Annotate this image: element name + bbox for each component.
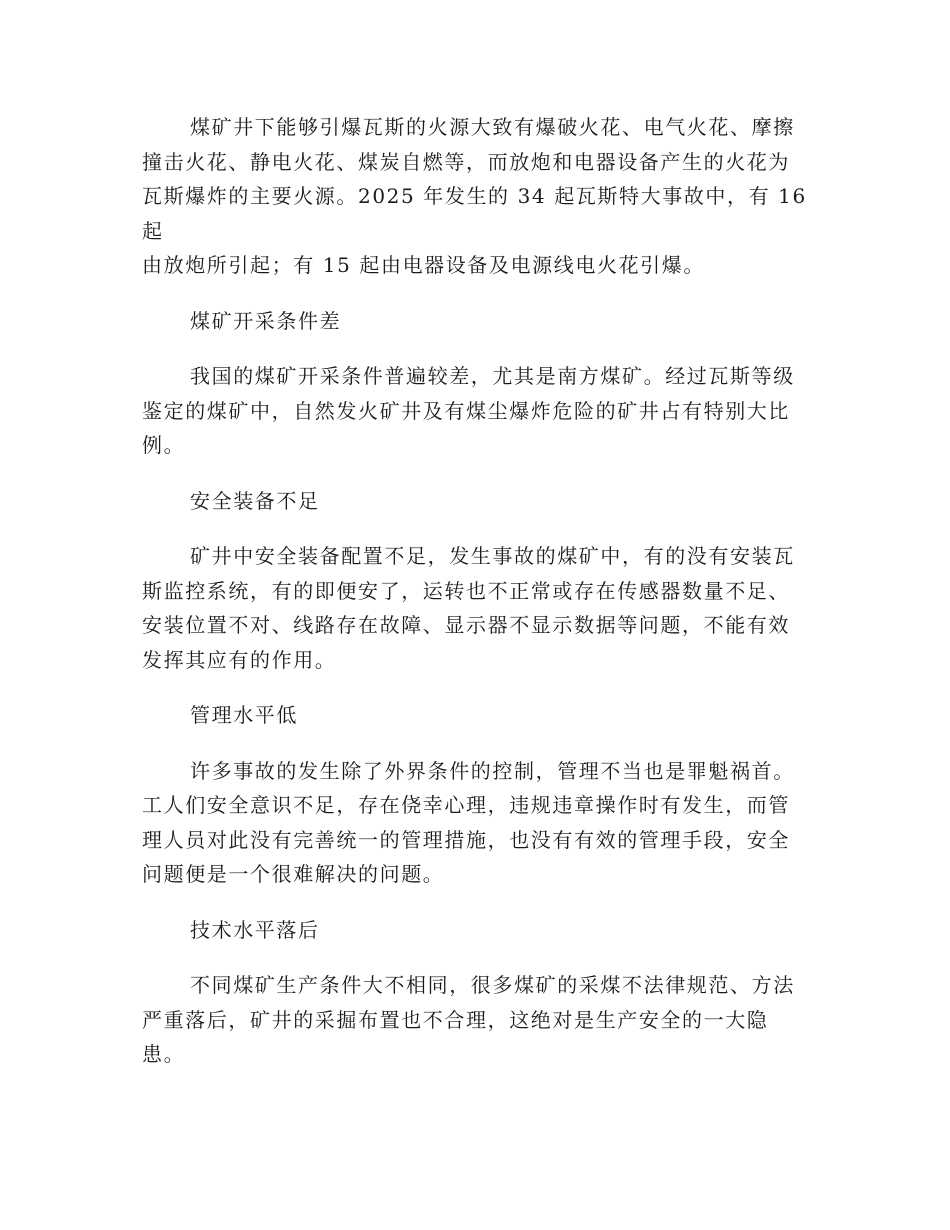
section-heading-management: 管理水平低 — [190, 703, 298, 727]
section-heading-safety-equipment: 安全装备不足 — [190, 488, 320, 513]
section-heading-technology: 技术水平落后 — [190, 917, 320, 942]
paragraph-technology: 不同煤矿生产条件大不相同，很多煤矿的采煤不法律规范、方法 严重落后，矿井的采掘布置也不合理，这绝对是生产安全的一大隐 患。 — [142, 973, 795, 1066]
paragraph-mining-conditions: 我国的煤矿开采条件普遍较差，尤其是南方煤矿。经过瓦斯等级 鉴定的煤矿中，自然发火矿井及有煤尘爆炸危险的矿井占有特别大比 例。 — [142, 364, 795, 457]
paragraph-ignition-sources: 煤矿井下能够引爆瓦斯的火源大致有爆破火花、电气火花、摩擦 撞击火花、静电火花、煤炭自燃等，而放炮和电器设备产生的火花为 瓦斯爆炸的主要火源。2025 年发生的 34 起瓦斯特大事故中，有 16 起 由放炮所引起；有 15 起由电器设备及电源线电火花引爆。 — [142, 115, 807, 277]
paragraph-safety-equipment: 矿井中安全装备配置不足，发生事故的煤矿中，有的没有安装瓦 斯监控系统，有的即便安了，运转也不正常或存在传感器数量不足、 安装位置不对、线路存在故障、显示器不显示数据等问题，不能有效 发挥其应有的作用。 — [142, 544, 795, 672]
section-heading-mining-conditions: 煤矿开采条件差 — [190, 308, 342, 333]
document-body — [142, 110, 807, 1072]
paragraph-management: 许多事故的发生除了外界条件的控制，管理不当也是罪魁祸首。 工人们安全意识不足，存在侥幸心理，违规违章操作时有发生，而管 理人员对此没有完善统一的管理措施，也没有有效的管理手段，安全 问题便是一个很难解决的问题。 — [142, 758, 795, 886]
